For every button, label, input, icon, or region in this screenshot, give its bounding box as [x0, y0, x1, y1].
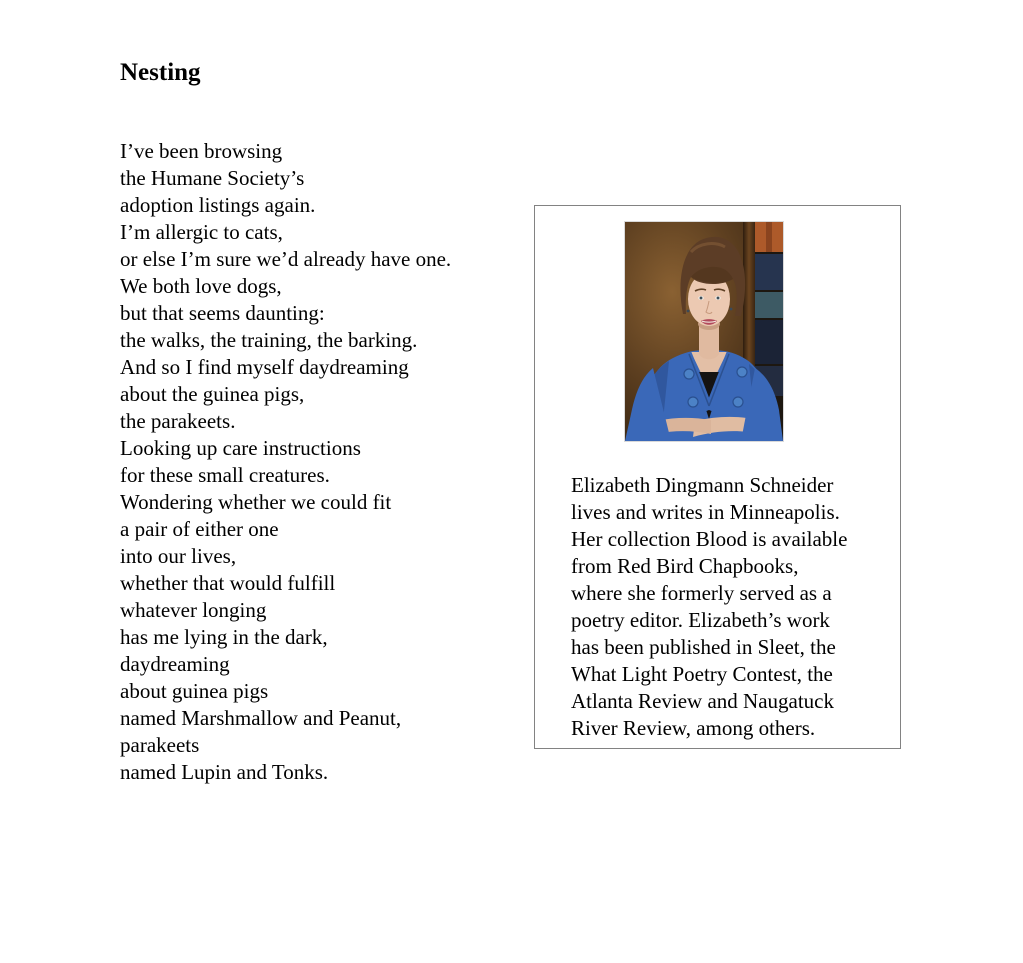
bio-line: where she formerly served as a [571, 581, 832, 605]
poem-line: Looking up care instructions [120, 436, 361, 460]
poem-line: named Lupin and Tonks. [120, 760, 329, 784]
author-bio [571, 472, 847, 742]
poem-line: I’m allergic to cats, [120, 220, 283, 244]
poem-line: but that seems daunting: [120, 301, 325, 325]
bio-line: Elizabeth Dingmann Schneider [571, 473, 834, 497]
poem-line: whatever longing [120, 598, 267, 622]
bio-line: Atlanta Review and Naugatuck [571, 689, 834, 713]
bio-line: from Red Bird Chapbooks, [571, 554, 799, 578]
poem-line: has me lying in the dark, [120, 625, 328, 649]
poem-line: Wondering whether we could fit [120, 490, 392, 514]
author-photo [625, 222, 783, 441]
bio-line: lives and writes in Minneapolis. [571, 500, 840, 524]
poem-line: the parakeets. [120, 409, 236, 433]
poem-body [120, 138, 451, 786]
bio-line: has been published in Sleet, the [571, 635, 836, 659]
poem-line: about the guinea pigs, [120, 382, 305, 406]
author-bio-box [534, 205, 901, 749]
poem-line: We both love dogs, [120, 274, 282, 298]
poem-line: daydreaming [120, 652, 230, 676]
poem-line: named Marshmallow and Peanut, [120, 706, 402, 730]
poem-line: or else I’m sure we’d already have one. [120, 247, 452, 271]
poem-line: a pair of either one [120, 517, 279, 541]
poem-line: parakeets [120, 733, 200, 757]
bio-line: River Review, among others. [571, 716, 816, 740]
poem-line: And so I find myself daydreaming [120, 355, 409, 379]
author-photo-image [625, 222, 783, 441]
bio-line: Her collection Blood is available [571, 527, 848, 551]
poem-line: about guinea pigs [120, 679, 269, 703]
poem-line: whether that would fulfill [120, 571, 336, 595]
poem-line: the Humane Society’s [120, 166, 305, 190]
bio-line: poetry editor. Elizabeth’s work [571, 608, 830, 632]
bio-line: What Light Poetry Contest, the [571, 662, 833, 686]
poem-line: the walks, the training, the barking. [120, 328, 418, 352]
poem-line: for these small creatures. [120, 463, 330, 487]
poem-title: Nesting [120, 59, 201, 86]
poem-line: adoption listings again. [120, 193, 316, 217]
poem-line: I’ve been browsing [120, 139, 283, 163]
poem-line: into our lives, [120, 544, 237, 568]
